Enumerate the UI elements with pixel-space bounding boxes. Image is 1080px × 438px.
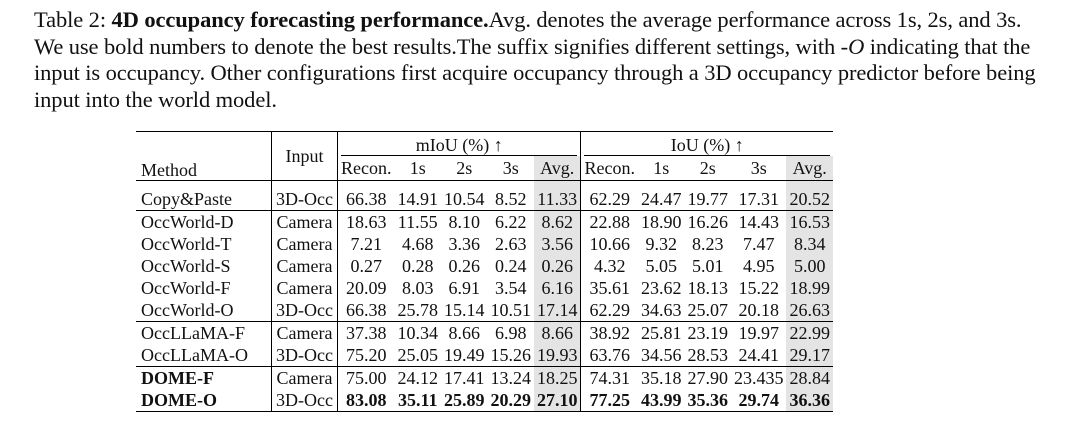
- cell-value: 36.36: [786, 389, 833, 412]
- cell-value: 4.68: [401, 234, 434, 254]
- cell-value: 19.97: [731, 322, 787, 345]
- cell-value: 19.49: [443, 345, 485, 365]
- table-body: [136, 181, 833, 412]
- cell-value: 20.18: [738, 300, 779, 320]
- cell-method: DOME-O: [136, 389, 272, 412]
- header-subcol-miou-0: Recon.: [340, 158, 392, 178]
- header-subcol-miou-2: 2s: [456, 158, 473, 178]
- cell-method: Copy&Paste: [141, 189, 233, 209]
- header-method: Method: [136, 132, 272, 181]
- cell-value: 23.435: [731, 367, 787, 390]
- cell-value: 18.13: [687, 278, 728, 298]
- cell-value: 3.56: [534, 233, 581, 255]
- cell-value: 37.38: [337, 322, 394, 345]
- cell-method: OccWorld-S: [141, 256, 231, 276]
- cell-value: 10.34: [394, 322, 441, 345]
- cell-value: 10.54: [443, 189, 485, 209]
- cell-value: 0.26: [448, 256, 480, 276]
- cell-value: 4.32: [581, 255, 638, 277]
- cell-value: 16.53: [786, 211, 833, 234]
- cell-value: 27.90: [684, 367, 731, 390]
- table-row: [136, 299, 833, 322]
- header-subcol-miou-4: Avg.: [534, 156, 581, 181]
- cell-value: 8.66: [441, 322, 488, 345]
- header-input: Input: [272, 132, 338, 181]
- cell-value: 20.52: [786, 181, 833, 211]
- cell-value: 0.27: [350, 256, 382, 276]
- cell-value: 16.26: [684, 211, 731, 234]
- cell-value: 20.29: [487, 389, 534, 412]
- cell-value: 35.36: [684, 389, 731, 412]
- cell-input: 3D-Occ: [272, 389, 338, 412]
- cell-value: 22.99: [786, 322, 833, 345]
- cell-value: 8.52: [494, 189, 527, 209]
- cell-input: 3D-Occ: [272, 299, 338, 322]
- cell-value: 24.47: [640, 189, 682, 209]
- cell-value: 9.32: [645, 234, 677, 254]
- cell-value: 0.28: [401, 256, 434, 276]
- cell-value: 34.63: [640, 300, 682, 320]
- header-subcol-iou-4: Avg.: [786, 156, 833, 181]
- cell-value: 10.66: [581, 233, 638, 255]
- cell-value: 20.09: [345, 278, 387, 298]
- results-table-container: [136, 131, 833, 412]
- header-subcol-iou-2: 2s: [699, 158, 716, 178]
- caption-italic-suffix: -O: [840, 33, 865, 59]
- cell-value: 7.21: [350, 234, 382, 254]
- cell-input: Camera: [272, 367, 338, 390]
- cell-value: 8.03: [401, 278, 434, 298]
- cell-value: 75.20: [345, 345, 387, 365]
- cell-value: 11.33: [534, 181, 581, 211]
- cell-value: 13.24: [487, 367, 534, 390]
- header-subcol-miou-3: 3s: [502, 158, 519, 178]
- cell-value: 28.84: [786, 367, 833, 390]
- cell-method: DOME-F: [136, 367, 272, 390]
- cell-value: 14.43: [731, 211, 787, 234]
- cell-value: 8.62: [534, 211, 581, 234]
- cell-value: 15.22: [738, 278, 779, 298]
- table-row: [136, 367, 833, 390]
- cell-value: 11.55: [394, 211, 441, 234]
- cell-value: 25.81: [638, 322, 685, 345]
- cell-value: 35.18: [638, 367, 685, 390]
- cell-value: 8.66: [534, 322, 581, 345]
- cell-value: 27.10: [534, 389, 581, 412]
- cell-value: 6.91: [448, 278, 480, 298]
- cell-value: 14.91: [397, 189, 438, 209]
- cell-value: 8.10: [441, 211, 488, 234]
- cell-value: 6.16: [534, 277, 581, 299]
- caption-text-1: Avg. denotes the average performance across 1s, 2s, and 3s. We use bold numbers to denote the best results.The suffix signifies different settings, with: [34, 7, 1022, 59]
- cell-value: 29.17: [786, 344, 833, 367]
- header-subcol-iou-1: 1s: [653, 158, 670, 178]
- header-subcol-iou-3: 3s: [750, 158, 767, 178]
- cell-value: 18.25: [534, 367, 581, 390]
- cell-value: 0.26: [534, 255, 581, 277]
- cell-value: 6.98: [487, 322, 534, 345]
- cell-value: 5.05: [645, 256, 677, 276]
- cell-value: 24.12: [394, 367, 441, 390]
- cell-value: 28.53: [687, 345, 728, 365]
- cell-input: 3D-Occ: [272, 181, 338, 211]
- table-row: [136, 211, 833, 234]
- cell-method: OccLLaMA-O: [141, 345, 248, 365]
- cell-value: 75.00: [337, 367, 394, 390]
- cell-value: 23.62: [640, 278, 682, 298]
- cell-value: 4.95: [742, 256, 775, 276]
- header-iou-label: IoU (%) ↑: [584, 135, 829, 156]
- table-row: [136, 322, 833, 345]
- cell-input: Camera: [272, 211, 338, 234]
- cell-value: 62.29: [581, 299, 638, 322]
- cell-value: 66.38: [345, 189, 387, 209]
- results-table: [136, 131, 833, 412]
- caption-text-2: indicating that the input is occupancy. Other configurations first acquire occupancy through a 3D occupancy predictor before being input into the world model.: [34, 33, 1036, 112]
- table-row: [136, 181, 833, 211]
- caption-title: 4D occupancy forecasting performance.: [111, 7, 489, 32]
- cell-value: 23.19: [684, 322, 731, 345]
- cell-value: 74.31: [581, 367, 638, 390]
- cell-value: 26.63: [786, 299, 833, 322]
- cell-value: 5.00: [786, 255, 833, 277]
- header-miou-label: mIoU (%) ↑: [341, 135, 577, 156]
- cell-value: 17.14: [534, 299, 581, 322]
- table-row: [136, 233, 833, 255]
- cell-input: Camera: [272, 277, 338, 299]
- table-row: [136, 255, 833, 277]
- cell-value: 19.93: [534, 344, 581, 367]
- cell-input: Camera: [272, 233, 338, 255]
- header-row-group: [136, 132, 833, 157]
- cell-value: 66.38: [345, 300, 387, 320]
- cell-input: Camera: [272, 255, 338, 277]
- header-subcol-iou-0: Recon.: [581, 156, 638, 181]
- cell-value: 19.77: [687, 189, 728, 209]
- cell-value: 3.36: [448, 234, 480, 254]
- table-row: [136, 277, 833, 299]
- cell-value: 43.99: [638, 389, 685, 412]
- cell-value: 2.63: [494, 234, 527, 254]
- cell-value: 0.24: [494, 256, 527, 276]
- header-miou-group: [337, 132, 580, 157]
- cell-method: OccWorld-T: [141, 234, 232, 254]
- header-iou-group: [581, 132, 833, 157]
- cell-value: 35.11: [394, 389, 441, 412]
- cell-method: OccWorld-D: [136, 211, 272, 234]
- cell-input: 3D-Occ: [272, 344, 338, 367]
- cell-value: 8.23: [691, 234, 724, 254]
- cell-value: 17.31: [738, 189, 779, 209]
- cell-value: 25.07: [687, 300, 728, 320]
- cell-value: 17.41: [441, 367, 488, 390]
- cell-value: 15.14: [443, 300, 485, 320]
- cell-value: 29.74: [731, 389, 787, 412]
- cell-value: 5.01: [691, 256, 724, 276]
- cell-value: 22.88: [581, 211, 638, 234]
- table-row: [136, 389, 833, 412]
- header-subcol-miou-1: 1s: [409, 158, 426, 178]
- cell-value: 25.89: [441, 389, 488, 412]
- cell-input: Camera: [272, 322, 338, 345]
- cell-value: 62.29: [581, 181, 638, 211]
- table-row: [136, 344, 833, 367]
- cell-value: 24.41: [738, 345, 779, 365]
- cell-value: 83.08: [337, 389, 394, 412]
- cell-value: 8.34: [786, 233, 833, 255]
- cell-method: OccWorld-O: [141, 300, 234, 320]
- cell-value: 18.63: [337, 211, 394, 234]
- caption-label: Table 2:: [34, 7, 112, 32]
- cell-method: OccWorld-F: [141, 278, 231, 298]
- cell-method: OccLLaMA-F: [136, 322, 272, 345]
- cell-value: 63.76: [581, 344, 638, 367]
- cell-value: 77.25: [581, 389, 638, 412]
- cell-value: 25.78: [397, 300, 438, 320]
- cell-value: 25.05: [397, 345, 438, 365]
- cell-value: 15.26: [490, 345, 531, 365]
- cell-value: 10.51: [490, 300, 531, 320]
- cell-value: 6.22: [487, 211, 534, 234]
- cell-value: 35.61: [581, 277, 638, 299]
- cell-value: 7.47: [742, 234, 775, 254]
- cell-value: 18.99: [786, 277, 833, 299]
- cell-value: 38.92: [581, 322, 638, 345]
- cell-value: 34.56: [640, 345, 682, 365]
- table-caption: [34, 7, 1054, 113]
- cell-value: 18.90: [638, 211, 685, 234]
- cell-value: 3.54: [494, 278, 527, 298]
